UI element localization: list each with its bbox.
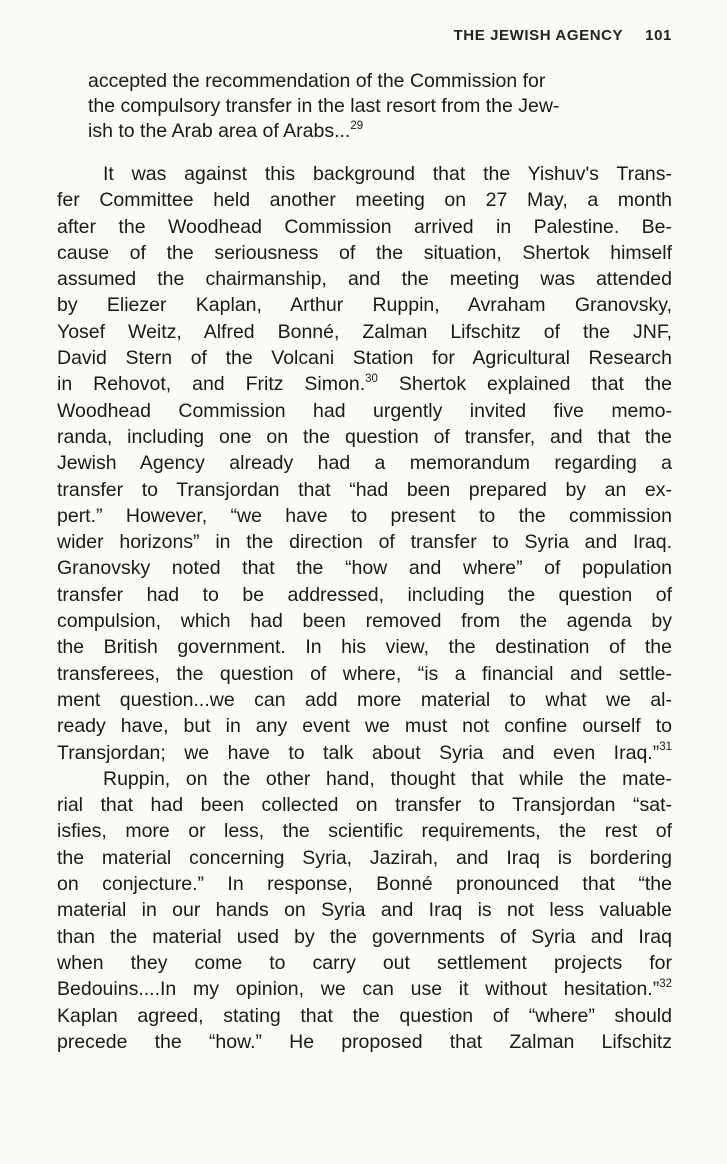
text-line: compulsion, which had been removed from the agenda by — [57, 610, 672, 633]
text-line: Yosef Weitz, Alfred Bonné, Zalman Lifschitz of the JNF, — [57, 320, 672, 343]
text-line: Granovsky noted that the “how and where” of population — [57, 557, 672, 580]
text-line: David Stern of the Volcani Station for Agricultural Research — [57, 347, 672, 370]
text-line: pert.” However, “we have to present to the commission — [57, 504, 672, 527]
paragraph-1 — [57, 161, 672, 766]
text-line: than the material used by the governments of Syria and Iraq — [57, 925, 672, 948]
text-line: Ruppin, on the other hand, thought that while the mate- — [103, 767, 672, 790]
text-line: after the Woodhead Commission arrived in Palestine. Be- — [57, 215, 672, 238]
text-line: ish to the Arab area of Arabs...$^{29}$ — [88, 119, 364, 142]
text-line: ment question...we can add more material to what we al- — [57, 688, 672, 711]
text-line: the compulsory transfer in the last resort from the Jew- — [88, 95, 560, 117]
text-line: when they come to carry out settlement projects for — [57, 951, 672, 974]
footnote-reference: 32 — [659, 977, 672, 990]
text-line: Transjordan; we have to talk about Syria and even Iraq.”$^{31}$ — [57, 741, 672, 764]
text-line: fer Committee held another meeting on 27 May, a month — [57, 189, 672, 212]
text-line: wider horizons” in the direction of transfer to Syria and Iraq. — [57, 531, 672, 554]
text-line: transfer had to be addressed, including the question of — [57, 583, 672, 606]
text-line: randa, including one on the question of transfer, and that the — [57, 425, 672, 448]
text-line: transfer to Transjordan that “had been prepared by an ex- — [57, 478, 672, 501]
text-line: accepted the recommendation of the Commission for — [88, 70, 546, 92]
text-line: Jewish Agency already had a memorandum regarding a — [57, 452, 672, 475]
text-line: by Eliezer Kaplan, Arthur Ruppin, Avraham Granovsky, — [57, 294, 672, 317]
text-line: ready have, but in any event we must not confine ourself to — [57, 715, 672, 738]
block-quote — [88, 69, 672, 144]
text-line: isfies, more or less, the scientific requirements, the rest of — [57, 820, 672, 843]
page-number: 101 — [645, 27, 672, 44]
text-line: Kaplan agreed, stating that the question of “where” should — [57, 1004, 672, 1027]
body-text — [57, 161, 672, 1055]
running-title: THE JEWISH AGENCY — [453, 27, 624, 44]
text-line: rial that had been collected on transfer to Transjordan “sat- — [57, 794, 672, 817]
running-header — [57, 27, 672, 44]
footnote-reference: 31 — [659, 741, 672, 754]
text-line: assumed the chairmanship, and the meeting was attended — [57, 268, 672, 291]
text-line: the material concerning Syria, Jazirah, and Iraq is bordering — [57, 846, 672, 869]
footnote-reference: 30 — [365, 372, 378, 385]
text-line: transferees, the question of where, “is a financial and settle- — [57, 662, 672, 685]
text-line: the British government. In his view, the destination of the — [57, 636, 672, 659]
text-line: on conjecture.” In response, Bonné pronounced that “the — [57, 873, 672, 896]
text-line: It was against this background that the Yishuv's Trans- — [103, 163, 672, 185]
text-line: in Rehovot, and Fritz Simon.$^{30}$ Shertok explained that the — [57, 372, 672, 396]
paragraph-2 — [57, 766, 672, 1055]
text-line: material in our hands on Syria and Iraq is not less valuable — [57, 899, 672, 922]
text-line: precede the “how.” He proposed that Zalman Lifschitz — [57, 1030, 672, 1053]
text-line: cause of the seriousness of the situation, Shertok himself — [57, 241, 672, 264]
footnote-reference: 29 — [350, 119, 364, 132]
text-line: Woodhead Commission had urgently invited five memo- — [57, 399, 672, 422]
text-line: Bedouins....In my opinion, we can use it without hesitation.”$^{32}$ — [57, 977, 672, 1001]
